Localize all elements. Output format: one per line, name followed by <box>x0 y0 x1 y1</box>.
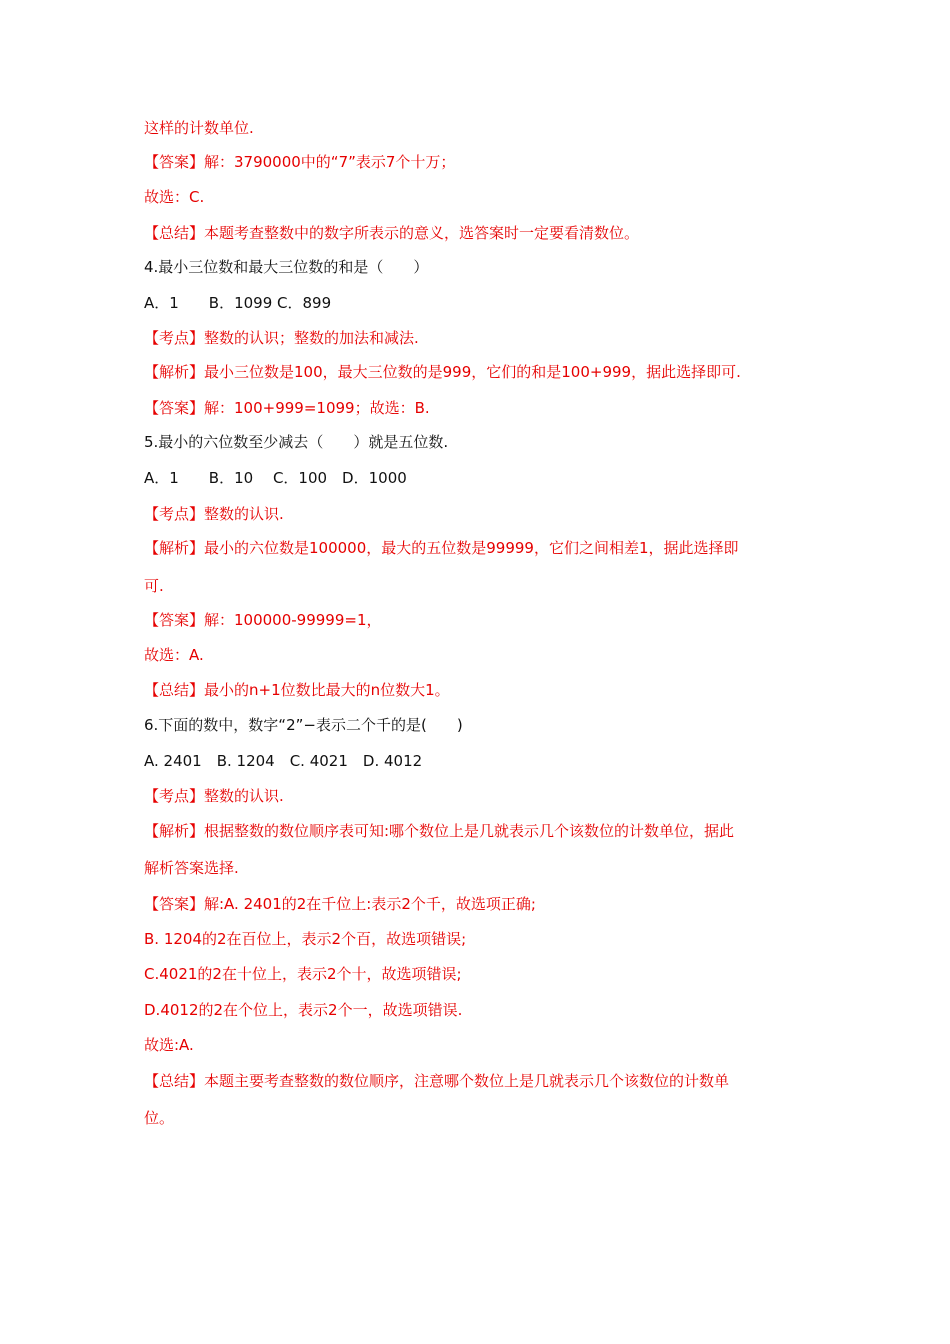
keypoint-line: 【考点】整数的认识. <box>144 505 284 523</box>
analysis-line: 【解析】根据整数的数位顺序表可知:哪个数位上是几就表示几个该数位的计数单位，据此 <box>144 822 735 840</box>
keypoint-line: 【考点】整数的认识. <box>144 787 284 805</box>
answer-line: 【答案】解:A. 2401的2在千位上:表示2个千，故选项正确; <box>144 895 536 913</box>
analysis-line: 【解析】最小三位数是100，最大三位数的是999，它们的和是100+999，据此选择即可. <box>144 363 741 381</box>
summary-line: 【总结】本题考查整数中的数字所表示的意义，选答案时一定要看清数位。 <box>144 224 640 242</box>
question-5: 5.最小的六位数至少减去（ ）就是五位数. <box>144 433 449 451</box>
answer-line: 【答案】解：3790000中的“7”表示7个十万； <box>144 153 456 171</box>
summary-line: 【总结】最小的n+1位数比最大的n位数大1。 <box>144 681 450 699</box>
analysis-line-cont: 可. <box>144 577 164 595</box>
question-4: 4.最小三位数和最大三位数的和是（ ） <box>144 258 429 276</box>
answer-line: 【答案】解：100000-99999=1， <box>144 611 382 629</box>
answer-line: 【答案】解：100+999=1099；故选：B. <box>144 399 430 417</box>
question-6: 6.下面的数中，数字“2”−表示二个千的是( ) <box>144 716 463 734</box>
analysis-line: 【解析】最小的六位数是100000，最大的五位数是99999，它们之间相差1，据此选择即 <box>144 539 739 557</box>
choice-line: 故选：A. <box>144 646 204 664</box>
analysis-line-cont: 解析答案选择. <box>144 859 239 877</box>
keypoint-line: 【考点】整数的认识；整数的加法和减法. <box>144 329 419 347</box>
question-5-options: A．1 B．10 C．100 D．1000 <box>144 469 407 487</box>
choice-line: 故选：C. <box>144 188 205 206</box>
question-4-options: A．1 B．1099 C．899 <box>144 294 332 312</box>
text-line: 这样的计数单位. <box>144 119 254 137</box>
choice-line: 故选:A. <box>144 1036 194 1054</box>
answer-line-d: D.4012的2在个位上，表示2个一，故选项错误. <box>144 1001 463 1019</box>
question-6-options: A. 2401 B. 1204 C. 4021 D. 4012 <box>144 752 423 770</box>
summary-line: 【总结】本题主要考查整数的数位顺序，注意哪个数位上是几就表示几个该数位的计数单 <box>144 1072 730 1090</box>
summary-line-cont: 位。 <box>144 1109 175 1127</box>
answer-line-b: B. 1204的2在百位上，表示2个百，故选项错误; <box>144 930 467 948</box>
answer-line-c: C.4021的2在十位上，表示2个十，故选项错误; <box>144 965 462 983</box>
